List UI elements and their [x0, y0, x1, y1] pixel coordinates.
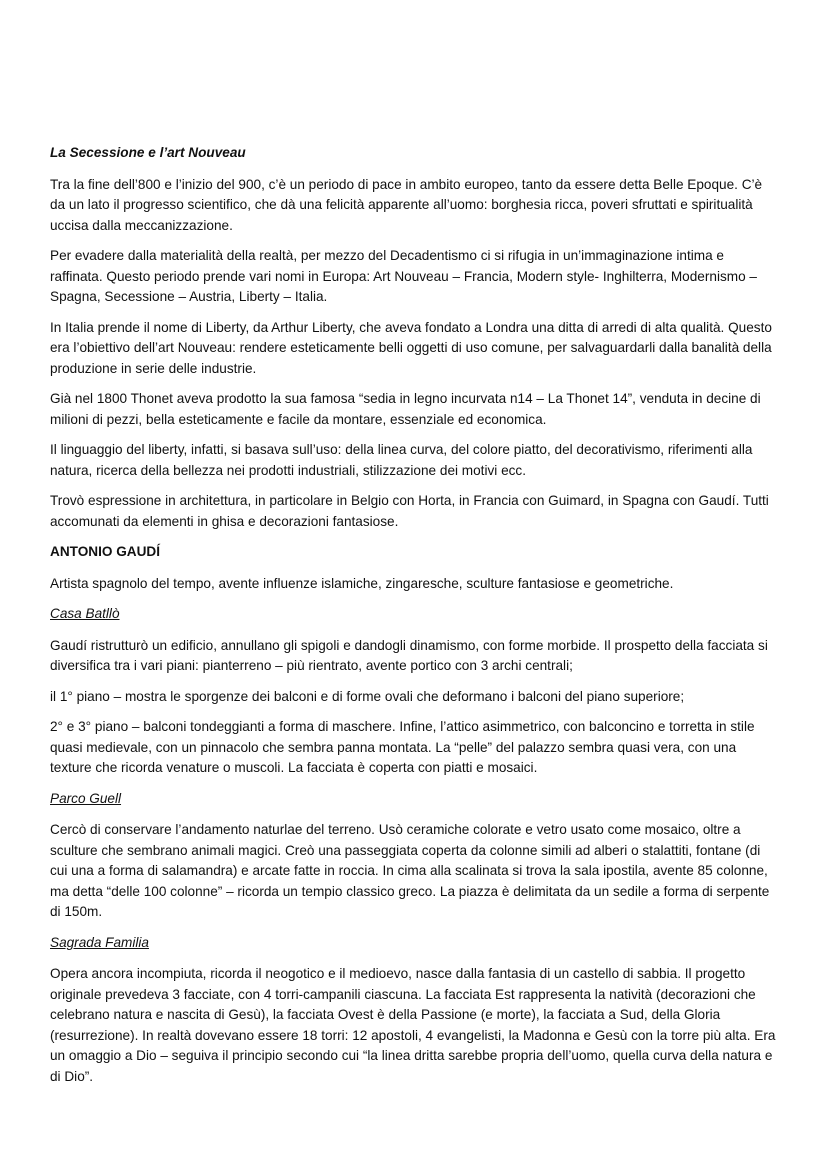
intro-paragraph-1: Tra la fine dell’800 e l’inizio del 900, c’è un periodo di pace in ambito europeo, tanto da essere detta Belle Epoque. C’è da un lato il progresso scientifico, che dà una felicità apparente all’uomo: borghesia ricca, poveri sfruttati e spiritualità uccisa dalla meccanizzazione.: [50, 176, 763, 233]
document-title: La Secessione e l’art Nouveau: [50, 145, 246, 160]
document-body: [50, 143, 780, 1097]
intro-paragraph-6: Trovò espressione in architettura, in particolare in Belgio con Horta, in Francia con Guimard, in Spagna con Gaudí. Tutti accomunati da elementi in ghisa e decorazioni fantasiose.: [50, 493, 769, 529]
sagrada-familia-title: Sagrada Familia: [50, 934, 149, 950]
parco-guell-title: Parco Guell: [50, 790, 122, 806]
gaudi-intro: Artista spagnolo del tempo, avente influenze islamiche, zingaresche, sculture fantasiose e geometriche.: [50, 575, 674, 591]
gaudi-heading: ANTONIO GAUDÍ: [50, 544, 161, 559]
intro-paragraph-4: Già nel 1800 Thonet aveva prodotto la sua famosa “sedia in legno incurvata n14 – La Thonet 14”, venduta in decine di milioni di pezzi, bella esteticamente e facile da montare, essenziale ed economica.: [50, 391, 761, 427]
sagrada-familia-text: Opera ancora incompiuta, ricorda il neogotico e il medioevo, nasce dalla fantasia di un castello di sabbia. Il progetto originale prevedeva 3 facciate, con 4 torri-campanili ciascuna. La facciata Est rappresenta la natività (decorazioni che celebrano natura e nascita di Gesù), la facciata Ovest è della Passione (e morte), la facciata a Sud, della Gloria (resurrezione). In realtà dovevano essere 18 torri: 12 apostoli, 4 evangelisti, la Madonna e Gesù con la torre più alta. Era un omaggio a Dio – seguiva il principio secondo cui “la linea dritta sarebbe propria dell’uomo, quella curva della natura e di Dio”.: [50, 966, 776, 1084]
intro-paragraph-5: Il linguaggio del liberty, infatti, si basava sull’uso: della linea curva, del colore piatto, del decorativismo, riferimenti alla natura, ricerca della bellezza nei prodotti industriali, stilizzazione dei motivi ecc.: [50, 442, 753, 478]
intro-paragraph-3: In Italia prende il nome di Liberty, da Arthur Liberty, che aveva fondato a Londra una ditta di arredi di alta qualità. Questo era l’obiettivo dell’art Nouveau: rendere esteticamente belli oggetti di uso comune, per salvaguardarli dalla banalità della produzione in serie delle industrie.: [50, 319, 772, 376]
casa-paragraph-2: il 1° piano – mostra le sporgenze dei balconi e di forme ovali che deformano i balconi del piano superiore;: [50, 688, 685, 704]
casa-paragraph-3: 2° e 3° piano – balconi tondeggianti a forma di maschere. Infine, l’attico asimmetrico, con balconcino e torretta in stile quasi medievale, con un pinnacolo che sembra panna montata. La “pelle” del palazzo sembra quasi vera, con una texture che ricorda venature o muscoli. La facciata è coperta con piatti e mosaici.: [50, 719, 755, 775]
casa-batllo-title: Casa Batllò: [50, 606, 120, 621]
casa-paragraph-1: Gaudí ristrutturò un edificio, annullano gli spigoli e dandogli dinamismo, con forme morbide. Il prospetto della facciata si diversifica tra i vari piani: pianterreno – più rientrato, avente portico con 3 archi centrali;: [50, 637, 768, 673]
intro-paragraph-2: Per evadere dalla materialità della realtà, per mezzo del Decadentismo ci si rifugia in un’immaginazione intima e raffinata. Questo periodo prende vari nomi in Europa: Art Nouveau – Francia, Modern style- Inghilterra, Modernismo – Spagna, Secessione – Austria, Liberty – Italia.: [50, 248, 757, 304]
parco-guell-text: Cercò di conservare l’andamento naturlae del terreno. Usò ceramiche colorate e vetro usato come mosaico, oltre a sculture che sembrano animali magici. Creò una passeggiata coperta da colonne simili ad alberi o stalattiti, fontane (di cui una a forma di salamandra) e arcate fatte in roccia. In cima alla scalinata si trova la sala ipostila, avente 85 colonne, ma detta “delle 100 colonne” – ricorda un tempio classico greco. La piazza è delimitata da un sedile a forma di serpente di 150m.: [50, 822, 770, 919]
